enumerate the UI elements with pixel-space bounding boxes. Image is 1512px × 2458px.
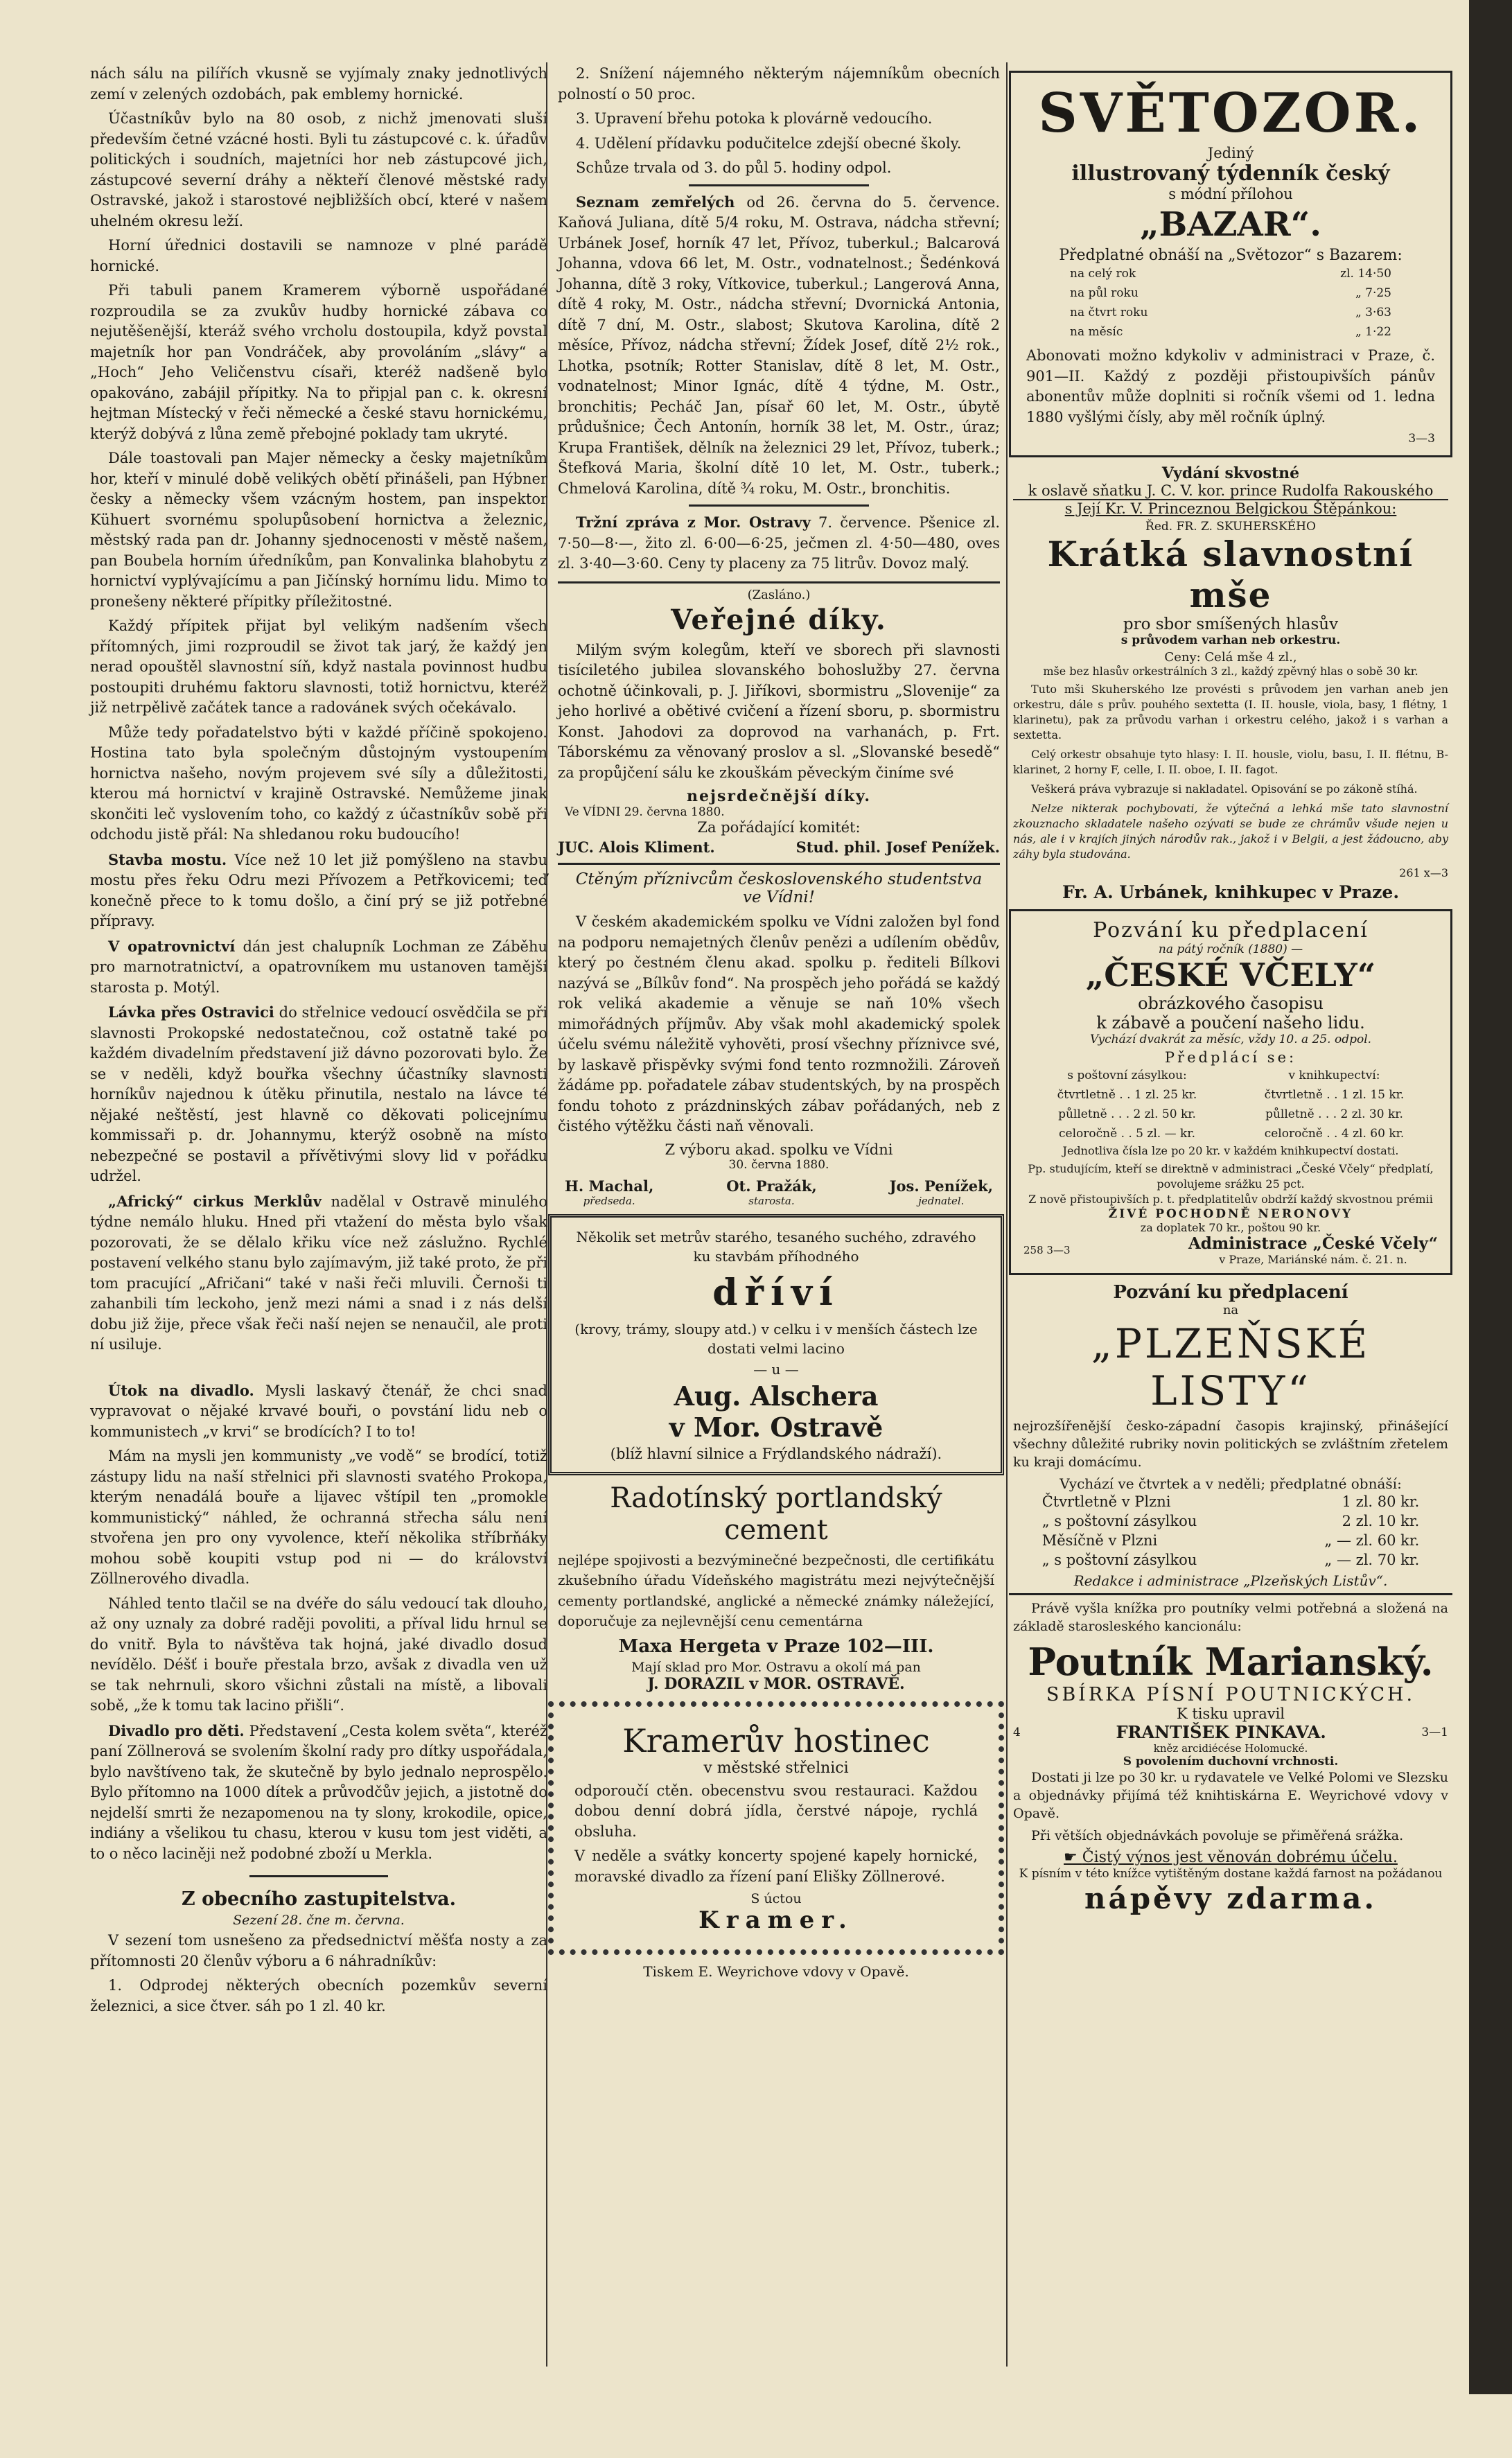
obituary-list: Seznam zemřelých od 26. června do 5. července. Kaňová Juliana, dítě 5/4 roku, M. Ostrava, nádcha střevní; Urbánek Josef, horník 47 let, Přívoz, tuberkul.; Balcarová Johanna, vdova 66 let, M. Ostr., vodnatelnost.; Šedénková Johanna, dítě 3 roky, Vítkovice, tuberkul.; Langerová Anna, dítě 4 roky, M. Ostr., nádcha střevní; Dvornická Antonia, dítě 7 dní, M. Ostr., slabost; Skutova Karolina, dítě 2 měsíce, Přívoz, nádcha střevní; Žídek Josef, dítě 2½ rok., Lhotka, psotník; Rotter Stanislav, dítě 8 let, M. Ostr., vodnatelnost; Minor Ignác, dítě 4 týdne, M. Ostr., bronchitis; Pecháč Jan, písař 60 let, M. Ostr., úbytě průdušnice; Čech Antonín, horník 38 let, M. Ostr., úraz; Krupa František, dělník na železnici 29 let, Přívoz, tuberk.; Štefková Maria, školní dítě 10 let, M. Ostr., tuberk.; Chmelová Karolina, dítě ¾ roku, M. Ostr., bronchitis.: [558, 193, 1001, 497]
column-1: [90, 64, 547, 2458]
place-date: Ve VÍDNI 29. června 1880.: [565, 805, 725, 819]
divider: [558, 581, 1000, 583]
binding-edge: [1469, 0, 1512, 2394]
signatures: JUC. Alois Kliment. Stud. phil. Josef Penížek.: [558, 839, 1000, 856]
ad-poutnik: Právě vyšla knížka pro poutníky velmi potřebná a složená na základě starosleského kancionálu: Poutník Marianský. SBÍRKA PÍSNÍ POUTNICKÝCH. K tisku upravil 4 FRANTIŠEK PINKAVA. 3—1 kněz arcidiécése Holomucké. S povolením duchovní vrchnosti. Dostati ji lze po 30 kr. u rydavatele ve Velké Polomi ve Slezsku a objednávky přijímá též knihtiskárna E. Weyrichové vdovy v Opavě. Při větších objednávkách povoluje se přiměřená srážka. ☛ Čistý výnos jest věnován dobrému účelu. K písním v této knížce vytištěným dostane každá farnost na požádanou nápěvy zdarma.: [1013, 1601, 1448, 1915]
hand-icon-line: ☛ Čistý výnos jest věnován dobrému účelu.: [1064, 1849, 1398, 1866]
news-lead: Divadlo pro děti.: [108, 1721, 245, 1739]
news-lead: Útok na divadlo.: [108, 1381, 254, 1399]
ad-ceske-vcely: Pozvání ku předplacení na pátý ročník (1880) — „ČESKÉ VČELY“ obrázkového časopisu k zábavě a poučení našeho lidu. Vychází dvakrát za měsíc, vždy 10. a 25. odpol. Předplácí se: s poštovní zásylkou: v knihkupectví: čtvrtletně . . 1 zl. 25 kr. čtvrtletně . . 1 zl. 15 kr. půlletně . . . 2 zl. 50 kr. půlletně . . . 2 zl. 30 kr. celoročně . . 5 zl. — kr. celoročně . . 4 zl. 60 kr. Jednotliva čísla lze po 20 kr. v každém knihkupectví dostati. Pp. studujícím, kteří se direktně v administraci „České Včely“ předplatí, povolujeme srážku 25 pct. Z nově přistoupivších p. t. předplatitelův obdrží každý skvostnou prémii ŽIVÉ POCHODNĚ NERONOVY za doplatek 70 kr., poštou 90 kr. 258 3—3 Administrace „České Včely“ v Praze, Mariánské nám. č. 21. n.: [1009, 909, 1452, 1275]
divider: [689, 184, 869, 186]
signatures: H. Machal, předseda. Ot. Pražák, starosta. Jos. Penížek, jednatel.: [565, 1177, 993, 1207]
section-title: Z obecního zastupitelstva.: [182, 1888, 456, 1910]
text: Z výboru akad. spolku ve Vídni: [665, 1141, 893, 1158]
ad-wood: Několik set metrův starého, tesaného suchého, zdravého ku stavbám příhodného dříví (krovy, trámy, sloupy atd.) v celku i v menších částech lze dostati velmi lacino — u — Aug. Alschera v Mor. Ostravě (blíž hlavní silnice a Frýdlandského nádraží).: [548, 1214, 1004, 1475]
paragraph: Mám na mysli jen kommunisty „ve vodě“ se brodící, totiž zástupy lidu na naší střelnici při slavnosti svatého Prokopa, kterým nenadálá bouře a lijavec vštípil ten „promokle kommunistický“ náhled, že ochranná střecha sálu není stvořena jen pro ony vyvolence, kteří několika stříbrňáky mohou sobě koupiti vstup pod ni — do království Zöllnerového divadla.: [90, 1448, 547, 1587]
ad-mass: Vydání skvostné k oslavě sňatku J. C. V. kor. prince Rudolfa Rakouského s Její Kr. V. Princeznou Belgickou Štěpánkou: Řed. FR. Z. SKUHERSKÉHO Krátká slavnostní mše pro sbor smíšených hlasův s průvodem varhan neb orkestru. Ceny: Celá mše 4 zl., mše bez hlasův orkestrálních 3 zl., každý zpěvný hlas o sobě 30 kr. Tuto mši Skuherského lze provésti s průvodem jen varhan aneb jen orkestru, dále s prův. pouhého sextetta (I. II. housle, viola, basy, 1 flétny, 1 klarinetu), pak za průvodu varhan i orkestru celého, jakož i s varhan a sextetta. Celý orkestr obsahuje tyto hlasy: I. II. housle, violu, basu, I. II. flétnu, B-klarinet, 2 horny F, celle, I. II. oboe, I. II. fagot. Veškerá práva vybrazuje si nakladatel. Opisování se po zákoně stíhá. Nelze nikterak pochybovati, že výtečná a lehká mše tato slavnostní zkouznacho skladatele našeho ozývati se bude ze chrámův všude nejen u nás, ale i v krajích jiných národův rak., jakož i v Belgii, a jest žádoucno, aby záhy byla studována. 261 x—3 Fr. A. Urbánek, knihkupec v Praze.: [1013, 464, 1448, 902]
paragraph: V českém akademickém spolku ve Vídni založen byl fond na podporu nemajetných členův penězi a udílením obědův, který po čestném členu akad. spolku p. řediteli Bílkovi nazývá se „Bílkův fond“. Na prospěch jeho pořádá se každý rok veliká akademie a věnuje se naň 10% všech mimořádných příjmův. Aby však mohl akademický spolek účelu svému náležitě vyhověti, prosí všechny příznivce své, by laskavě přispěvky svými fond tento rozmnožili. Zároveň žádáme pp. pořadatele zábav studentských, by na prospěch fondu tohoto z prázdninských zábav pořádaných, neb z čistého výtěžku části naň věnovali.: [558, 913, 1000, 1134]
news-lead: V opatrovnictví: [108, 937, 236, 955]
paragraph: Dále toastovali pan Majer německy a česky majetníkům hor, kteří v minulé době velikých obětí přinášeli, pan Hýbner česky a německy všem vzácným hostem, pan inspektor Kühuert svornému spolupůsobení hornictva a železnic, městský rada pan dr. Johanny sjednocenosti v městě našem, pan Boubela horním úředníkům, pan Konvalinka blahobytu z hornictví vyplývajícímu a pan Jičínský hornímu lidu. Mimo to pronešeny některé přípitky příležitostné.: [90, 450, 547, 610]
divider: [249, 1875, 388, 1877]
text: nejsrdečnější díky.: [687, 787, 871, 805]
paragraph: 4. Udělení přídavku podučitelce zdejší obecné školy.: [576, 134, 962, 152]
column-3: [1009, 64, 1452, 2458]
pointing-hand-icon: ☛: [1064, 1849, 1082, 1866]
ad-cement: Radotínský portlandský cement nejlépe spojivosti a bezvýminečné bezpečnosti, dle certifikátu zkušebního úřadu Vídeňského magistrátu mezi nejvýtečnější cementy portlandské, anglické a německé známky náležející, doporučuje za nejlevnější cenu cementárna Maxa Hergeta v Praze 102—III. Mají sklad pro Mor. Ostravu a okolí má pan J. DORAZIL v MOR. OSTRAVĚ.: [558, 1482, 994, 1693]
divider: [689, 504, 869, 507]
notice-title: Veřejné díky.: [671, 603, 887, 636]
price-table: Čtvrtletně v Plzni 1 zl. 80 kr. „ s poštovní zásylkou 2 zl. 10 kr. Měsíčně v Plzni „ — zl. 60 kr. „ s poštovní zásylkou „ — zl. 70 kr.: [1041, 1493, 1420, 1568]
news-item: Divadlo pro děti. Představení „Cesta kolem světa“, kteréž paní Zöllnerová se svolením školní rady pro dítky uspořádala, bylo navštíveno tak, že skutečně by bylo jednalo neprospělo. Bylo přítomno na 1000 dítek a průvodčův jejich, a jistotně do nejdelší smrti že nezapomenou na ty slony, krokodile, opice, indiány a všelikou tu chasu, kterou v kusu tom jest viděti, a to o něco laciněji než podobné zboží u Merkla.: [90, 1721, 547, 1862]
section-subtitle: Sezení 28. čne m. června.: [233, 1913, 405, 1928]
price-table: na celý rok zl. 14·50 na půl roku „ 7·25 na čtvrt roku „ 3·63 na měsíc „ 1·22: [1070, 267, 1391, 339]
ad-plzenske-listy: Pozvání ku předplacení na „PLZEŇSKÉ LISTY“ nejrozšířenější česko-západní časopis krajinský, přinášející všechny důležité rubriky novin politických se zvláštním zřetelem ku kraji domácímu. Vychází ve čtvrtek a v neděli; předplatné obnáší: Čtvrtletně v Plzni 1 zl. 80 kr. „ s poštovní zásylkou 2 zl. 10 kr. Měsíčně v Plzni „ — zl. 60 kr. „ s poštovní zásylkou „ — zl. 70 kr. Redakce i administrace „Plzeňských Listův“.: [1013, 1282, 1448, 1589]
news-item: Lávka přes Ostravici do střelnice vedoucí osvědčila se při slavnosti Prokopské nedostatečnou, což ostatně také po každém divadelním představení již dávno pozorovati bylo. Že se v neděli, když bouřka všechny účastníky slavnosti horníkův najednou k útěku přinutila, nestalo na lávce té nějaké neštěstí, jest hlavně co děkovati policejnímu kommissaři p. dr. Johannymu, kterýž osobně na místo nebezpečné se postavil a přívětivými slovy lid v pořádku udržel.: [90, 1003, 547, 1184]
paragraph: nách sálu na pilířích vkusně se vyjímaly znaky jednotlivých zemí v zelených ozdobách, pak emblemy hornické.: [90, 65, 547, 103]
paragraph: Při tabuli panem Kramerem výborně uspořádané rozproudila se za zvukův hudby hornické zábava co nejutěšenější, kteráž svého vrcholu dostoupila, když povstal majetník hor pan Vondráček, aby provoláním „slávy“ a „Hoch“ Jeho Veličenstvu císaři, kteréž nadšeně bylo opakováno, zabájil přípitky. Na to připjal pan c. k. okresní hejtman Místecký v řeči německé a české stavu hornickému, kterýž dobývá z lůna země přebojné poklady tam ukryté.: [90, 282, 547, 442]
divider: [558, 863, 1000, 865]
news-item: Stavba mostu. Více než 10 let již pomýšleno na stavbu mostu přes řeku Odru mezi Přívozem a Petřkovicemi; teď konečně přece to k tomu došlo, a činí prý se již potřebné přípravy.: [90, 850, 547, 929]
text: Za pořádající komitét:: [697, 819, 861, 836]
date: 30. června 1880.: [728, 1157, 829, 1172]
paragraph: V sezení tom usnešeno za předsednictví měšťa nosty a za přítomnosti 20 členův výboru a 6 náhradníkův:: [90, 1932, 547, 1969]
news-item: V opatrovnictví dán jest chalupník Lochman ze Záběhu pro marnotratnictví, a opatrovníkem mu ustanoven tamější starosta p. Motýl.: [90, 937, 547, 996]
paragraph: Náhled tento tlačil se na dvéře do sálu vedoucí tak dlouho, až ony uznaly za dobré raději povoliti, a příval lidu hrnul se do vnitř. Byla to návštěva tak hojná, jaké divadlo dosud nevídělo. Déšť i bouře přestala brzo, avšak z divadla ven už se tak nehrnuli, skoro všichni zůstali na místě, a libovali sobě, „že k tomu tak lacino přišli“.: [90, 1595, 547, 1714]
paragraph: Účastníkův bylo na 80 osob, z nichž jmenovati sluší především četné vzácné hosti. Byli tu zástupcové c. k. úřadův politických i soudních, majetníci hor neb zástupcové jich, zástupcové severní dráhy a někteří členové městské rady Ostravské, jakož i starostové nejbližších obcí, které v našem uhelném okresu leží.: [90, 110, 547, 229]
paragraph: Schůze trvala od 3. do půl 5. hodiny odpol.: [576, 159, 892, 176]
news-lead: „Africký“ cirkus Merklův: [108, 1192, 322, 1210]
masthead: SVĚTOZOR.: [1038, 82, 1423, 145]
column-2: [544, 64, 1008, 2458]
paragraph: Může tedy pořadatelstvo býti v každé příčině spokojeno. Hostina tato byla společným důstojným vystoupením hornictva našeho, novým projevem své síly a důležitosti, kterou má hornictví v krajině Ostravské. Nemůžeme jinak skončiti leč vyslovením toho, co každý z účastníkův sobě při odchodu jistě přál: Na shledanou roku budoucího!: [90, 723, 547, 843]
paragraph: 1. Odprodej některých obecních pozemkův severní železnici, a sice čtver. sáh po 1 zl. 40 kr.: [90, 1977, 547, 2014]
paragraph: Milým svým kolegům, kteří ve sborech při slavnosti tisíciletého jubilea slovanského bohoslužby 27. června ochotně účinkovali, p. J. Jiříkovi, sbormistru „Slovenije“ za jeho horlivé a obětivé cvičení a řízení sboru, p. sbormistru Konst. Jahodovi za doprovod na varhanách, p. Frt. Táborskému za věnovaný proslov a sl. „Slovanské besedě“ za propůjčení sálu ke zkouškám pěveckým činíme své: [558, 641, 1000, 781]
paragraph: Každý přípitek přijat byl velikým nadšením všech přítomných, jimi rozproudil se život tak jarý, že každý jen nerad opouštěl slavnostní síň, když nastala povinnost hudbu postoupiti druhému faktoru slavnosti, totiž hornictvu, kteréž již netrpělivě začátek tance a radovánek svých očekávalo.: [90, 617, 547, 716]
news-lead: Lávka přes Ostravici: [108, 1003, 274, 1021]
label: (Zasláno.): [747, 587, 811, 602]
ad-svetozor: SVĚTOZOR. Jediný illustrovaný týdenník český s módní přílohou „BAZAR“. Předplatné obnáší na „Světozor“ s Bazarem: na celý rok zl. 14·50 na půl roku „ 7·25 na čtvrt roku „ 3·63 na měsíc „ 1·22 Abonovati možno kdykoliv v administraci v Praze, č. 901—II. Každý z později přistoupivších pánův abonentův může doplniti si ročník všemi od 1. ledna 1880 vyšlými čísly, aby měl ročník úplný. 3—3: [1009, 71, 1452, 457]
price-table: s poštovní zásylkou: v knihkupectví: čtvrtletně . . 1 zl. 25 kr. čtvrtletně . . 1 zl. 15 kr. půlletně . . . 2 zl. 50 kr. půlletně . . . 2 zl. 30 kr. celoročně . . 5 zl. — kr. celoročně . . 4 zl. 60 kr.: [1057, 1069, 1405, 1141]
paragraph: 2. Snížení nájemného některým nájemníkům obecních polností o 50 proc.: [558, 65, 1000, 103]
ad-inn: Kramerův hostinec v městské střelnici odporoučí ctěn. obecenstvu svou restauraci. Každou dobou denní dobrá jídla, čerstvé nápoje, rychlá obsluha. V neděle a svátky koncerty spojené kapely hornické, moravské divadlo za řízení paní Elišky Zöllnerové. S úctou Kramer.: [548, 1701, 1004, 1956]
news-item: Útok na divadlo. Mysli laskavý čtenář, že chci snad vypravovat o nějaké krvavé bouři, o povstání lidu neb o kommunistech „v krvi“ se brodících? I to to!: [90, 1381, 547, 1440]
printer-imprint: Tiskem E. Weyrichove vdovy v Opavě.: [643, 1963, 909, 1980]
market-report: Tržní zpráva z Mor. Ostravy 7. července. Pšenice zl. 7·50—8·—, žito zl. 6·00—6·25, ječmen zl. 4·50—480, oves zl. 3·40—3·60. Ceny ty placeny za 75 litrův. Dovoz malý.: [558, 513, 1000, 572]
news-lead: Stavba mostu.: [108, 850, 227, 868]
paragraph: Horní úřednici dostavili se namnoze v plné parádě hornické.: [90, 237, 547, 274]
news-item: „Africký“ cirkus Merklův nadělal v Ostravě minulého týdne nemálo hluku. Hned při vtažení do města bylo však pozorovati, že se dělalo křiku více než záslužno. Rychlé postavení velkého stanu bylo zajímavým, již také proto, že při tom pracující „Afričani“ také v naši řeči mluvili. Černoši ti zahanbili tím leckoho, jenž mezi námi a snad i z nás delší dobu již žije, přece však řeči naší nejen se nenaučil, ale proti ní usiluje.: [90, 1192, 547, 1353]
divider: [1009, 1593, 1452, 1595]
notice-title: Ctěným příznivcům československého studentstva ve Vídni!: [575, 870, 983, 906]
paragraph: 3. Upravení břehu potoka k plovárně vedoucího.: [576, 110, 933, 127]
